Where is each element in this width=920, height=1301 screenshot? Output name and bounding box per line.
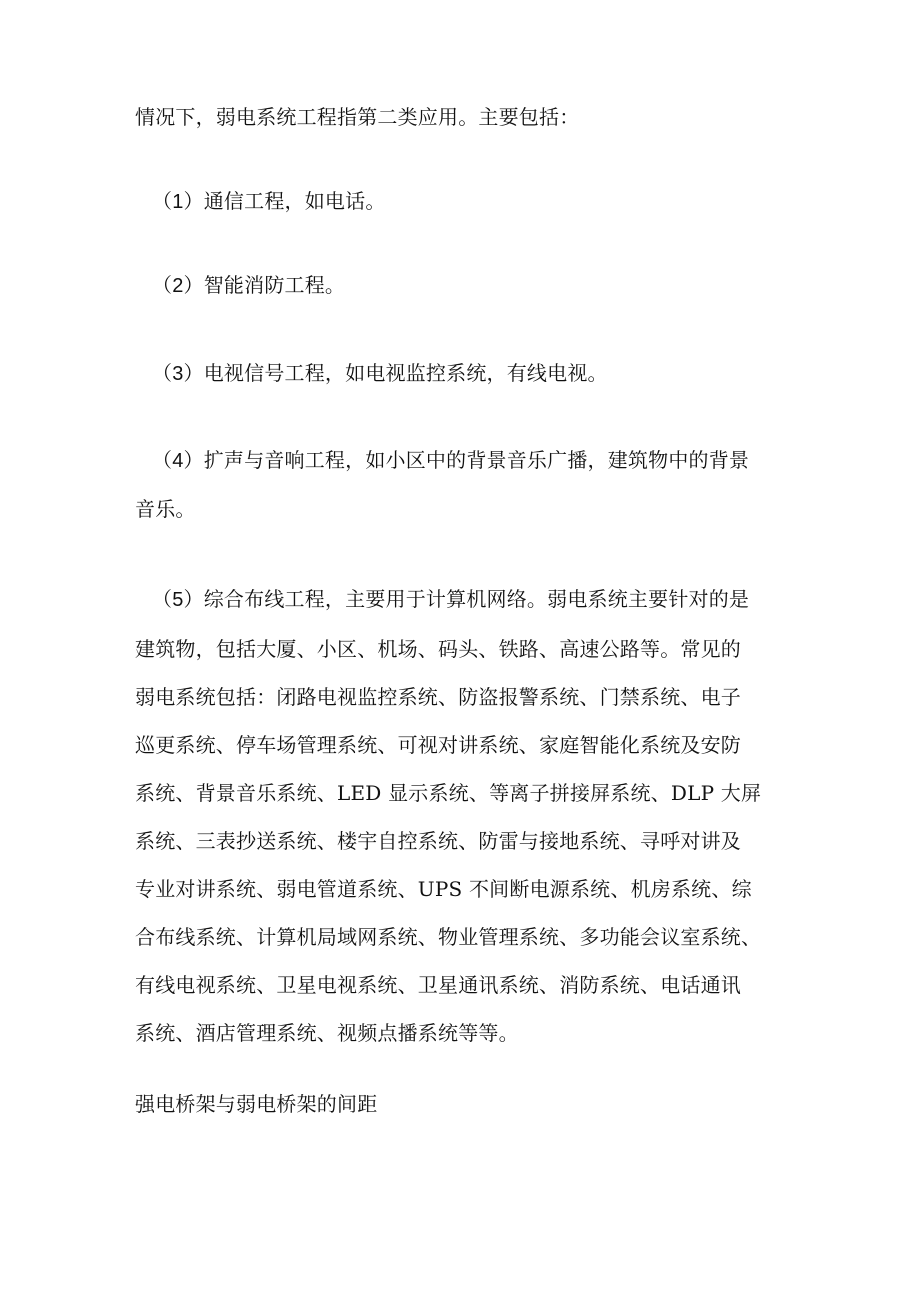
paragraph-line: 巡更系统、停车场管理系统、可视对讲系统、家庭智能化系统及安防 — [135, 733, 741, 757]
item-number: （1） — [152, 191, 204, 213]
paragraph-line: 系统、三表抄送系统、楼宇自控系统、防雷与接地系统、寻呼对讲及 — [135, 829, 741, 853]
paragraph-line: 系统、酒店管理系统、视频点播系统等等。 — [135, 1021, 519, 1045]
section-heading: 强电桥架与弱电桥架的间距 — [135, 1092, 378, 1116]
paragraph-line: 有线电视系统、卫星电视系统、卫星通讯系统、消防系统、电话通讯 — [135, 973, 741, 997]
item-text: 电视信号工程，如电视监控系统，有线电视。 — [203, 361, 608, 385]
item-text: 扩声与音响工程，如小区中的背景音乐广播，建筑物中的背景 — [203, 448, 750, 472]
item-text: 综合布线工程，主要用于计算机网络。弱电系统主要针对的是 — [203, 587, 750, 611]
item-number: （2） — [152, 275, 204, 297]
intro-line: 情况下，弱电系统工程指第二类应用。主要包括： — [135, 105, 580, 129]
paragraph-line: 专业对讲系统、弱电管道系统、UPS 不间断电源系统、机房系统、综 — [135, 877, 752, 901]
list-item-2 — [152, 272, 345, 299]
paragraph-line: 系统、背景音乐系统、LED 显示系统、等离子拼接屏系统、DLP 大屏 — [135, 781, 762, 805]
item-text: 通信工程，如电话。 — [203, 189, 386, 213]
list-item-4 — [152, 447, 749, 474]
paragraph-line: 弱电系统包括：闭路电视监控系统、防盗报警系统、门禁系统、电子 — [135, 685, 741, 709]
list-item-1 — [152, 188, 386, 215]
paragraph-line: 建筑物，包括大厦、小区、机场、码头、铁路、高速公路等。常见的 — [135, 637, 741, 661]
item-number: （3） — [152, 363, 204, 385]
item-number: （5） — [152, 589, 204, 611]
item-number: （4） — [152, 450, 204, 472]
paragraph-line: 合布线系统、计算机局域网系统、物业管理系统、多功能会议室系统、 — [135, 925, 762, 949]
list-item-5 — [152, 586, 749, 613]
list-item-4-continuation: 音乐。 — [135, 497, 196, 521]
item-text: 智能消防工程。 — [203, 273, 346, 297]
list-item-3 — [152, 360, 608, 387]
